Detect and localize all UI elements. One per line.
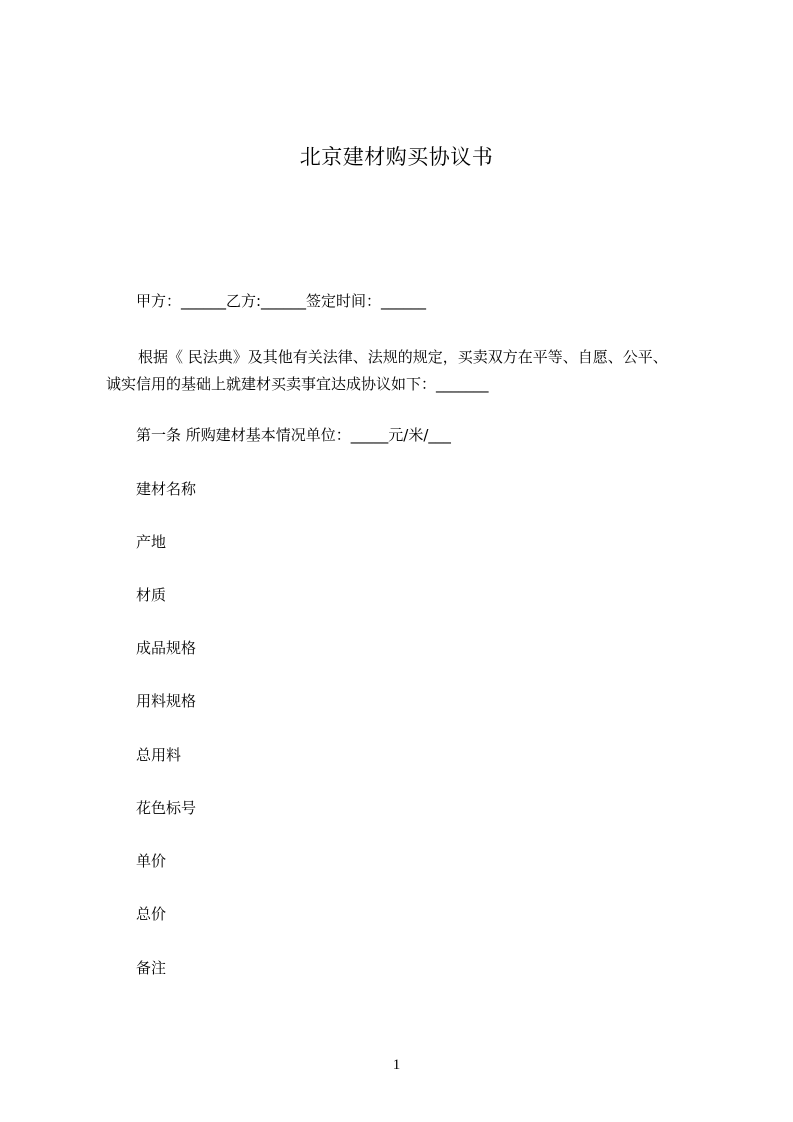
field-total-price: 总价 [136, 905, 167, 923]
field-remarks: 备注 [136, 959, 167, 977]
intro-paragraph [106, 344, 706, 398]
field-pattern-code: 花色标号 [136, 799, 197, 817]
field-material-quality: 材质 [136, 586, 167, 604]
page-number: 1 [392, 1057, 401, 1073]
field-total-material: 总用料 [136, 746, 182, 764]
field-material-name: 建材名称 [136, 480, 197, 498]
parties-line: 甲方：______乙方:______签定时间：______ [136, 292, 427, 310]
field-product-spec: 成品规格 [136, 639, 197, 657]
field-origin: 产地 [136, 533, 167, 551]
intro-line-2: 诚实信用的基础上就建材买卖事宜达成协议如下：_______ [106, 375, 489, 393]
intro-line-1: 根据《 民法典》及其他有关法律、法规的规定，买卖双方在平等、自愿、公平、 [138, 348, 668, 366]
document-title: 北京建材购买协议书 [299, 145, 494, 169]
field-unit-price: 单价 [136, 852, 167, 870]
article-1-heading: 第一条 所购建材基本情况单位：_____元/米/___ [136, 426, 451, 444]
field-material-spec: 用料规格 [136, 692, 197, 710]
